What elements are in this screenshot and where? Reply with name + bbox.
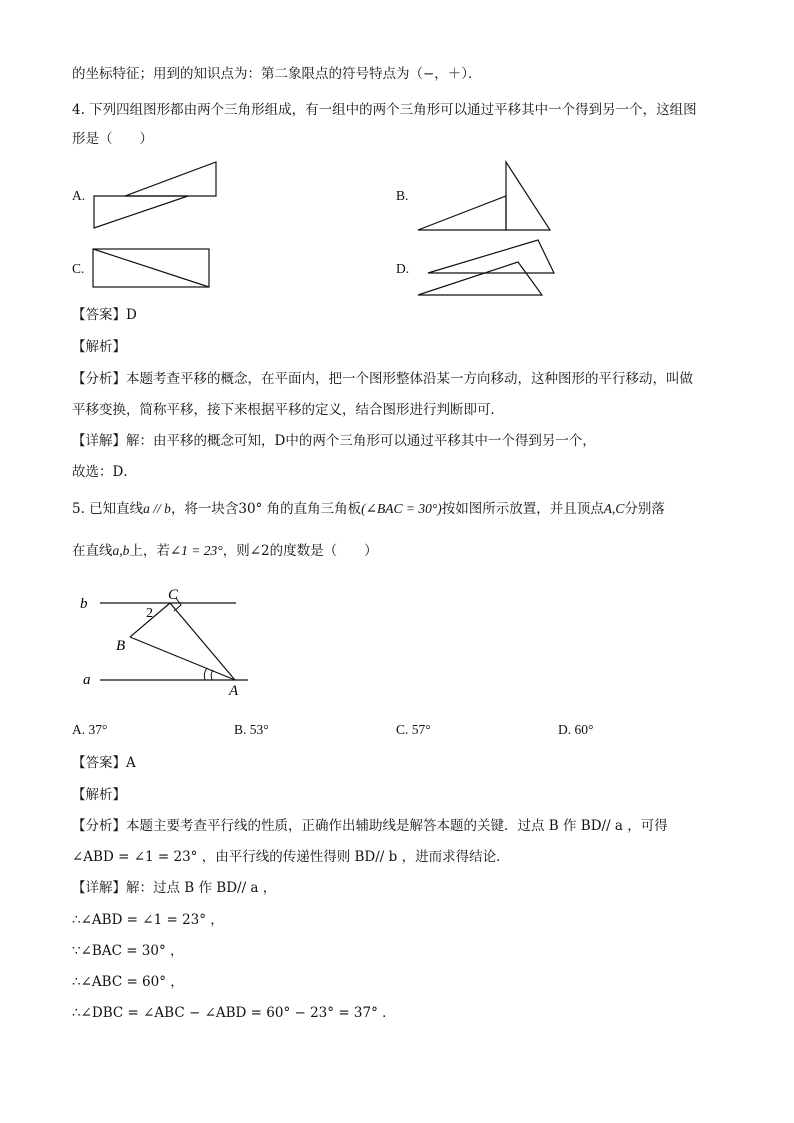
q4-detail: 【详解】解：由平移的概念可知，D中的两个三角形可以通过平移其中一个得到另一个， xyxy=(72,433,596,449)
q5-step3: ∴∠ABC = 60° ， xyxy=(72,974,184,990)
label-a-line: a xyxy=(83,672,91,688)
q5-fenxi-line2: ∠ABD = ∠1 = 23° ，由平行线的传递性得则 BD// b ，进而求得结论． xyxy=(72,849,510,865)
q5-math-vertices: A,C xyxy=(603,501,625,516)
q5-stem-text-7: ，则∠2的度数是（ ） xyxy=(222,543,378,559)
q4-option-a-label: A. xyxy=(72,188,86,203)
q5-stem-text-3: 按如图所示放置，并且顶点 xyxy=(441,501,604,517)
label-angle-2: 2 xyxy=(146,606,153,621)
q4-answer: 【答案】D xyxy=(72,307,137,323)
q5-math-lines-ab: a,b xyxy=(112,543,130,558)
q4-stem-line2: 形是（ ） xyxy=(72,131,153,147)
q5-stem-text-4: 分别落 xyxy=(624,501,665,517)
q4-stem-line1: 4. 下列四组图形都由两个三角形组成，有一组中的两个三角形可以通过平移其中一个得到另一个，这组图 xyxy=(72,102,697,118)
q5-option-d: D. 60° xyxy=(558,722,594,737)
q4-option-b-label: B. xyxy=(396,188,409,203)
q5-step4: ∴∠DBC = ∠ABC − ∠ABD = 60° − 23° = 37° ． xyxy=(72,1005,396,1021)
q5-option-c: C. 57° xyxy=(396,722,431,737)
q4-analysis-heading: 【解析】 xyxy=(72,339,126,355)
previous-answer-tail: 的坐标特征；用到的知识点为：第二象限点的符号特点为（−，＋）． xyxy=(72,66,482,82)
q5-stem-text-6: 上，若 xyxy=(129,543,170,559)
q4-fenxi-line2: 平移变换，简称平移，接下来根据平移的定义，结合图形进行判断即可． xyxy=(72,402,504,418)
q4-option-d-label: D. xyxy=(396,261,410,276)
label-point-c: C xyxy=(168,587,179,603)
angle-1-arc xyxy=(204,668,207,680)
q5-math-a-parallel-b: a // b xyxy=(143,501,171,516)
q5-math-angle-bac: (∠BAC = 30°) xyxy=(361,501,442,516)
q5-analysis-heading: 【解析】 xyxy=(72,787,126,803)
q5-stem-text-5: 在直线 xyxy=(72,543,113,559)
segment-ba xyxy=(130,637,235,680)
q5-step2: ∵∠BAC = 30° ， xyxy=(72,943,184,959)
q4-choose: 故选：D． xyxy=(72,464,137,480)
label-point-b: B xyxy=(116,638,126,654)
segment-ca xyxy=(170,603,235,680)
q4-fenxi-line1: 【分析】本题考查平移的概念，在平面内，把一个图形整体沿某一方向移动，这种图形的平行移动，叫做 xyxy=(72,371,693,387)
q4-option-c-label: C. xyxy=(72,261,85,276)
label-point-a: A xyxy=(229,683,239,699)
q5-stem-text-2: ，将一块含30° 角的直角三角板 xyxy=(170,501,362,517)
q5-answer: 【答案】A xyxy=(72,755,136,771)
q5-step1: ∴∠ABD = ∠1 = 23° ， xyxy=(72,912,224,928)
q5-option-a: A. 37° xyxy=(72,722,108,737)
q5-math-angle1: ∠1 = 23° xyxy=(169,543,223,558)
q5-fenxi-line1: 【分析】本题主要考查平行线的性质，正确作出辅助线是解答本题的关键．过点 B 作 BD// a ，可得 xyxy=(72,818,668,834)
q5-option-b: B. 53° xyxy=(234,722,269,737)
q5-stem-text-1: 5. 已知直线 xyxy=(72,501,144,517)
label-b-line: b xyxy=(80,596,88,612)
q5-detail: 【详解】解：过点 B 作 BD// a ， xyxy=(72,880,277,896)
